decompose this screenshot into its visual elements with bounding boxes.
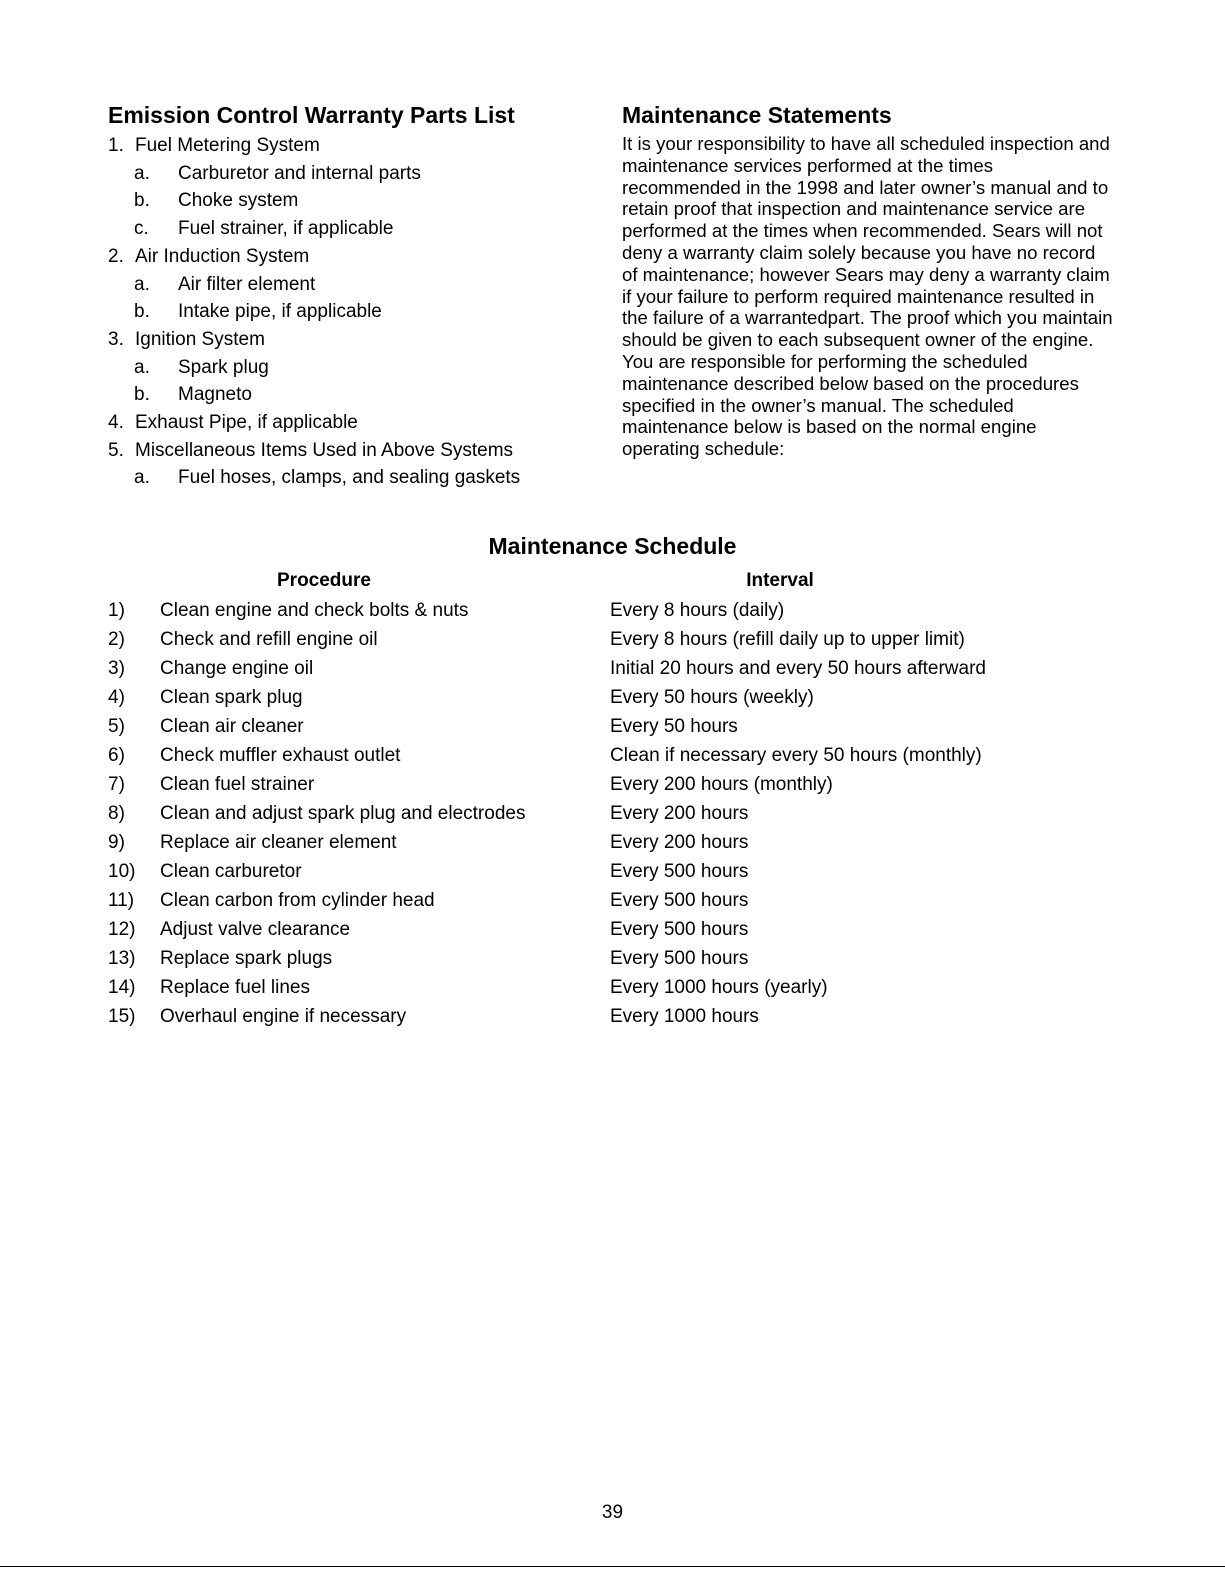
- parts-list-item-text: Air filter element: [178, 273, 316, 295]
- schedule-row-number: 8): [108, 803, 125, 824]
- parts-list-item: [108, 326, 578, 354]
- parts-list-item: [108, 464, 578, 492]
- parts-list-item-text: Air Induction System: [135, 245, 310, 267]
- schedule-row-number: 9): [108, 832, 125, 853]
- schedule-row-interval: Every 200 hours: [610, 803, 749, 824]
- schedule-row-procedure: Clean and adjust spark plug and electrodes: [160, 803, 526, 824]
- parts-list: [108, 132, 578, 492]
- parts-list-item-number: c.: [134, 218, 149, 240]
- schedule-row-number: 6): [108, 745, 125, 766]
- schedule-row-procedure: Replace fuel lines: [160, 977, 310, 998]
- schedule-row: [108, 886, 1108, 915]
- parts-list-item-number: 3.: [108, 328, 124, 350]
- schedule-row-number: 1): [108, 600, 125, 621]
- schedule-row-procedure: Clean air cleaner: [160, 716, 304, 737]
- schedule-row-procedure: Check and refill engine oil: [160, 629, 378, 650]
- schedule-row-number: 4): [108, 687, 125, 708]
- schedule-row: [108, 654, 1108, 683]
- schedule-row-procedure: Overhaul engine if necessary: [160, 1006, 407, 1027]
- schedule-row-procedure: Change engine oil: [160, 658, 314, 679]
- schedule-row: [108, 741, 1108, 770]
- parts-list-item: [108, 187, 578, 215]
- schedule-row-number: 14): [108, 977, 136, 998]
- schedule-row-interval: Every 1000 hours (yearly): [610, 977, 828, 998]
- schedule-row-number: 11): [108, 890, 135, 911]
- schedule-row-interval: Every 50 hours (weekly): [610, 687, 814, 708]
- parts-list-item-text: Fuel hoses, clamps, and sealing gaskets: [178, 467, 521, 489]
- schedule-row-interval: Every 8 hours (daily): [610, 600, 785, 621]
- parts-list-item-number: a.: [134, 356, 150, 378]
- parts-list-item-number: a.: [134, 162, 150, 184]
- parts-list-item-number: b.: [134, 384, 150, 406]
- parts-list-item: [108, 298, 578, 326]
- schedule-row-procedure: Clean carburetor: [160, 861, 302, 882]
- statements-title: Maintenance Statements: [622, 102, 892, 128]
- schedule-row-number: 10): [108, 861, 136, 882]
- parts-list-item-text: Exhaust Pipe, if applicable: [135, 412, 358, 434]
- schedule-row-interval: Every 8 hours (refill daily up to upper limit): [610, 629, 965, 650]
- parts-list-item-number: 2.: [108, 245, 124, 267]
- schedule-row-procedure: Clean carbon from cylinder head: [160, 890, 435, 911]
- parts-list-item: [108, 437, 578, 465]
- parts-list-item-number: b.: [134, 301, 150, 323]
- schedule-row-interval: Initial 20 hours and every 50 hours afterward: [610, 658, 986, 679]
- parts-list-item-number: 1.: [108, 135, 124, 156]
- parts-list-item-number: 4.: [108, 412, 124, 434]
- schedule-row-procedure: Adjust valve clearance: [160, 919, 351, 940]
- schedule-row-procedure: Check muffler exhaust outlet: [160, 745, 401, 766]
- schedule-row-procedure: Clean engine and check bolts & nuts: [160, 600, 469, 621]
- schedule-row-procedure: Replace air cleaner element: [160, 832, 397, 853]
- parts-list-item: [108, 132, 578, 160]
- schedule-row-interval: Every 200 hours: [610, 832, 749, 853]
- schedule-row-number: 3): [108, 658, 125, 679]
- schedule-row-interval: Every 200 hours (monthly): [610, 774, 833, 795]
- schedule-row-interval: Every 500 hours: [610, 861, 749, 882]
- schedule-row: [108, 799, 1108, 828]
- schedule-row: [108, 944, 1108, 973]
- procedure-header: Procedure: [277, 570, 371, 591]
- parts-list-item-text: Miscellaneous Items Used in Above Systems: [135, 439, 514, 461]
- schedule-row-number: 13): [108, 948, 136, 969]
- interval-header: Interval: [746, 570, 814, 591]
- schedule-row-number: 12): [108, 919, 136, 940]
- maintenance-statements-section: [622, 100, 1122, 460]
- schedule-row: [108, 683, 1108, 712]
- schedule-row: [108, 1002, 1108, 1031]
- parts-list-item: [108, 409, 578, 437]
- schedule-row: [108, 973, 1108, 1002]
- parts-list-title: Emission Control Warranty Parts List: [108, 102, 515, 128]
- parts-list-item: [108, 243, 578, 271]
- schedule-row: [108, 625, 1108, 654]
- parts-list-item-text: Fuel Metering System: [135, 135, 320, 156]
- parts-list-item-text: Magneto: [178, 384, 252, 406]
- schedule-row-number: 7): [108, 774, 125, 795]
- parts-list-item-number: 5.: [108, 439, 124, 461]
- schedule-row: [108, 857, 1108, 886]
- schedule-row-procedure: Replace spark plugs: [160, 948, 333, 969]
- schedule-row-interval: Every 50 hours: [610, 716, 738, 737]
- schedule-row-interval: Every 500 hours: [610, 948, 749, 969]
- schedule-table: [108, 596, 1108, 1031]
- schedule-row-interval: Clean if necessary every 50 hours (monthly): [610, 745, 982, 766]
- page-number: 39: [601, 1502, 624, 1523]
- schedule-row: [108, 712, 1108, 741]
- parts-list-item: [108, 354, 578, 382]
- parts-list-item: [108, 160, 578, 188]
- schedule-row-procedure: Clean spark plug: [160, 687, 303, 708]
- parts-list-section: [108, 100, 578, 492]
- parts-list-item-text: Intake pipe, if applicable: [178, 301, 382, 323]
- schedule-title: Maintenance Schedule: [488, 533, 737, 559]
- schedule-row-interval: Every 500 hours: [610, 890, 749, 911]
- parts-list-item-text: Ignition System: [135, 328, 265, 350]
- schedule-row-procedure: Clean fuel strainer: [160, 774, 315, 795]
- schedule-row-interval: Every 500 hours: [610, 919, 749, 940]
- schedule-row-interval: Every 1000 hours: [610, 1006, 759, 1027]
- schedule-row-number: 15): [108, 1006, 136, 1027]
- statements-body: It is your responsibility to have all scheduled inspection and maintenance services performed at the times recommended in the 1998 and later owner’s manual and to retain proof that inspection and maintenance service are performed at the times when recommended. Sears will not deny a warranty claim solely because you have no record of maintenance; however Sears may deny a warranty claim if your failure to perform required maintenance resulted in the failure of a warrantedpart. The proof which you maintain should be given to each subsequent owner of the engine. You are responsible for performing the scheduled maintenance described below based on the procedures specified in the owner’s manual. The scheduled maintenance below is based on the normal engine operating schedule:: [622, 133, 1113, 460]
- schedule-row: [108, 828, 1108, 857]
- parts-list-item: [108, 271, 578, 299]
- schedule-row-number: 5): [108, 716, 125, 737]
- bottom-rule: [0, 1566, 1225, 1567]
- parts-list-item-text: Carburetor and internal parts: [178, 162, 421, 184]
- parts-list-item-number: a.: [134, 273, 150, 295]
- parts-list-item-text: Choke system: [178, 190, 299, 212]
- parts-list-item-number: b.: [134, 190, 150, 212]
- schedule-row-number: 2): [108, 629, 125, 650]
- schedule-row: [108, 770, 1108, 799]
- parts-list-item-text: Spark plug: [178, 356, 269, 378]
- schedule-row: [108, 596, 1108, 625]
- parts-list-item-text: Fuel strainer, if applicable: [178, 218, 394, 240]
- parts-list-item: [108, 215, 578, 243]
- schedule-row: [108, 915, 1108, 944]
- parts-list-item-number: a.: [134, 467, 150, 489]
- parts-list-item: [108, 381, 578, 409]
